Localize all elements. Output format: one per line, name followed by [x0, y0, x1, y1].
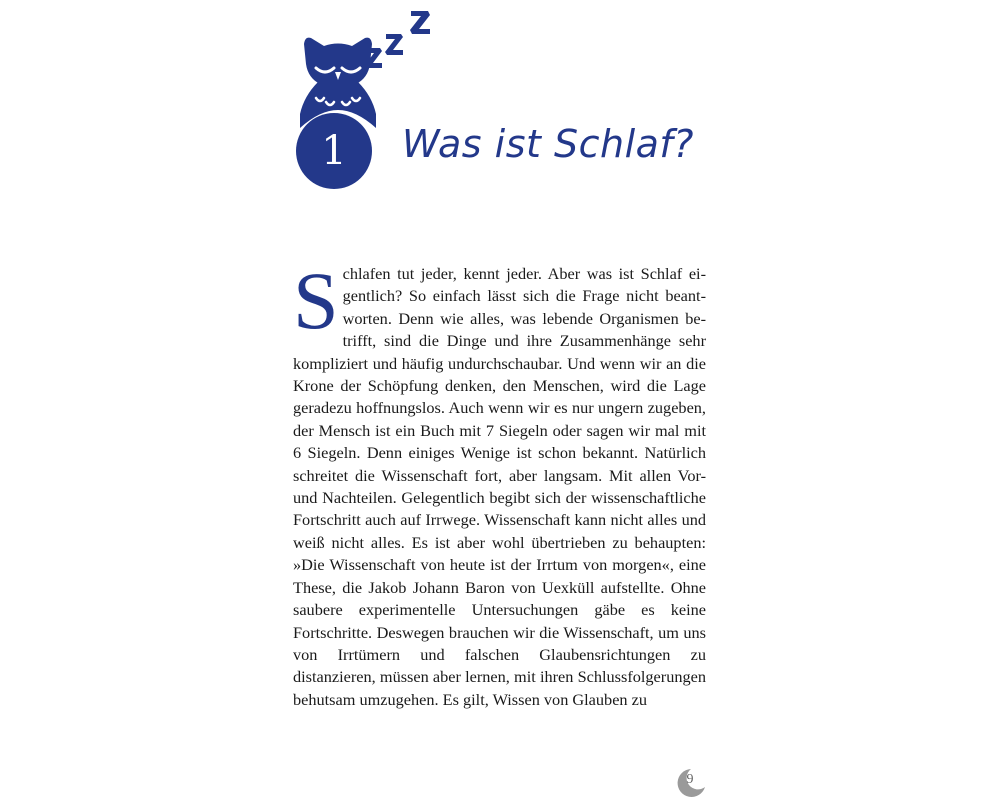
chapter-title: Was ist Schlaf? — [402, 122, 694, 166]
drop-cap: S — [293, 255, 339, 346]
chapter-number: 1 — [321, 128, 347, 174]
body-paragraph — [293, 255, 706, 711]
page-number: 9 — [686, 772, 694, 787]
zzz-icon — [365, 11, 430, 68]
body-text: chlafen tut jeder, kennt jeder. Aber was ist Schlaf eigentlich? So einfach lässt sich die Frage nicht beantworten. Denn wie alles, was lebende Organismen betrifft, sind die Dinge und ihre Zusammenhänge sehr kompliziert und häufig undurchschaubar. Und wenn wir an die Krone der Schöpfung denken, den Menschen, wird die Lage geradezu hoffnungslos. Auch wenn wir es nur ungern zugeben, der Mensch ist ein Buch mit 7 Siegeln oder sagen wir mal mit 6 Siegeln. Denn einiges Wenige ist schon bekannt. Natürlich schreitet die Wissenschaft fort, aber langsam. Mit allen Vor- und Nachteilen. Gelegentlich begibt sich der wissenschaftliche Fortschritt auch auf Irrwege. Wissenschaft kann nicht alles und weiß nicht alles. Es ist aber wohl übertrieben zu behaupten: »Die Wissenschaft von heute ist der Irrtum von morgen«, eine These, die Jakob Johann Baron von Uexküll aufstellte. Ohne saubere experimentelle Untersuchungen gäbe es keine Fortschritte. Deswegen brauchen wir die Wissenschaft, um uns von Irrtümern und falschen Glaubensrichtungen zu distanzieren, müssen aber lernen, mit ihren Schlussfolgerungen behutsam umzugehen. Es gilt, Wissen von Glauben zu — [293, 264, 706, 709]
